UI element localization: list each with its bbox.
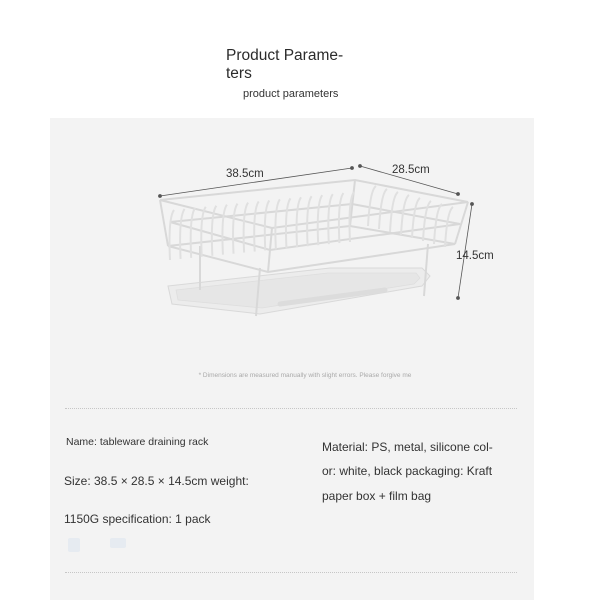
rack-wire	[233, 204, 238, 254]
rack-wire	[445, 207, 453, 247]
rack-wire	[275, 199, 280, 249]
rack-wire	[180, 209, 185, 259]
spec-material-line-1: Material: PS, metal, silicone col-	[322, 440, 493, 454]
height-dimension-label: 14.5cm	[456, 250, 494, 262]
spec-material-line-2: or: white, black packaging: Kraft	[322, 464, 493, 478]
rack-wire	[368, 186, 376, 226]
rack-wire	[254, 202, 258, 252]
page-subtitle: product parameters	[243, 88, 339, 100]
rack-wire	[244, 203, 249, 253]
page-title: Product Parame- ters	[226, 47, 344, 82]
bottom-divider	[65, 572, 517, 573]
faint-mark	[110, 538, 126, 548]
spec-size-line-2: 1150G specification: 1 pack	[64, 512, 211, 526]
parameters-panel	[50, 118, 534, 600]
rack-wire	[222, 205, 227, 255]
rack-wire	[297, 197, 302, 247]
width-dimension-label: 28.5cm	[392, 164, 430, 176]
top-divider	[65, 408, 517, 409]
faint-mark	[68, 538, 80, 552]
draining-rack-image	[50, 118, 534, 368]
rack-wire	[265, 200, 270, 250]
rack-wire	[191, 208, 196, 258]
rack-wire	[412, 198, 420, 238]
spec-size-line-1: Size: 38.5 × 28.5 × 14.5cm weight:	[64, 474, 249, 488]
length-dimension-label: 38.5cm	[226, 168, 264, 180]
rack-wire	[286, 198, 291, 248]
spec-name: Name: tableware draining rack	[66, 436, 209, 448]
rack-wire	[434, 204, 442, 244]
rack-wire	[307, 196, 312, 246]
spec-material-line-3: paper box + film bag	[322, 489, 432, 503]
measurement-note: * Dimensions are measured manually with slight errors. Please forgive me	[198, 372, 412, 379]
rack-wire	[170, 210, 175, 260]
rack-wire	[318, 195, 323, 245]
